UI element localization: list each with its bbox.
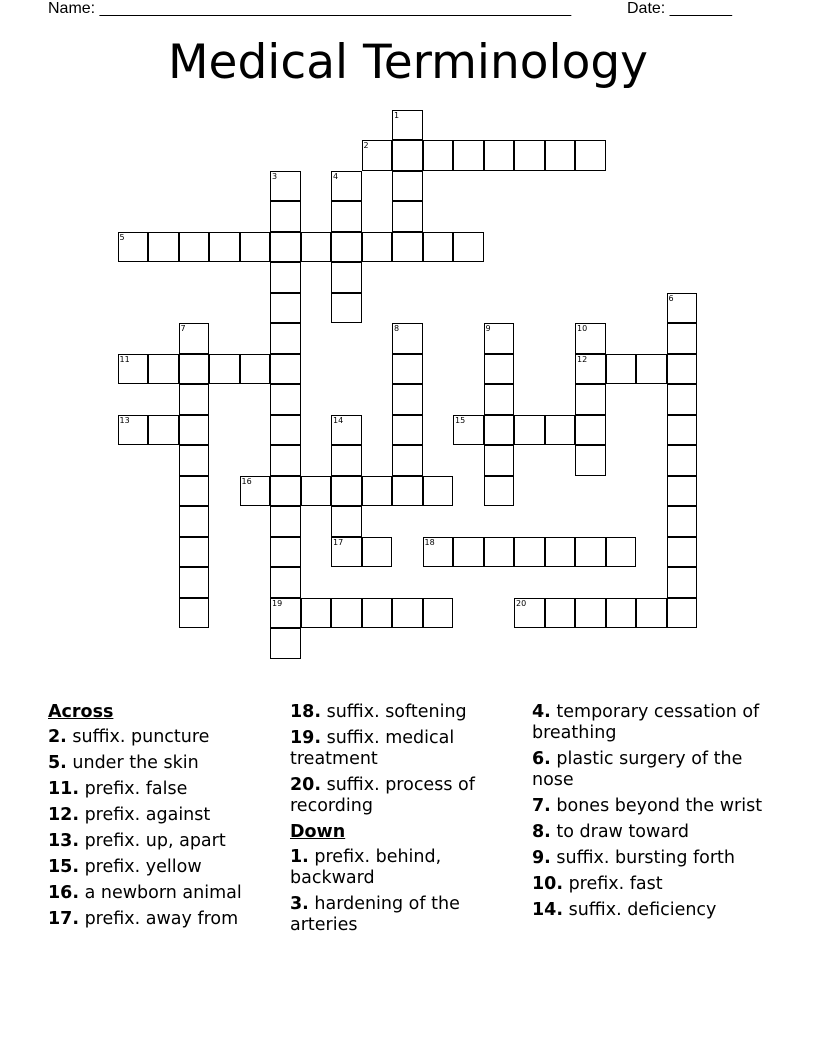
grid-cell[interactable] bbox=[545, 537, 576, 568]
clue-item bbox=[290, 894, 520, 936]
clue-item-text: prefix. yellow bbox=[79, 857, 202, 877]
grid-cell[interactable] bbox=[606, 598, 637, 629]
clue-item bbox=[290, 775, 520, 817]
grid-cell[interactable] bbox=[514, 537, 545, 568]
clue-number: 12 bbox=[577, 354, 588, 364]
grid-cell[interactable] bbox=[484, 384, 515, 415]
clue-item bbox=[532, 702, 782, 744]
grid-cell[interactable] bbox=[423, 232, 454, 263]
clue-item-number: 16. bbox=[48, 883, 80, 903]
clue-item bbox=[48, 883, 278, 904]
grid-cell[interactable] bbox=[667, 476, 698, 507]
grid-cell[interactable] bbox=[423, 598, 454, 629]
clue-item bbox=[532, 848, 782, 869]
clue-item-text: suffix. deficiency bbox=[563, 900, 717, 920]
grid-cell[interactable] bbox=[270, 567, 301, 598]
clue-item bbox=[48, 831, 278, 852]
grid-cell[interactable] bbox=[575, 354, 606, 385]
grid-cell[interactable] bbox=[179, 537, 210, 568]
grid-cell[interactable] bbox=[667, 323, 698, 354]
grid-cell[interactable] bbox=[179, 476, 210, 507]
clue-number: 2 bbox=[363, 141, 369, 150]
clue-item-text: a newborn animal bbox=[79, 883, 242, 903]
grid-cell[interactable] bbox=[392, 354, 423, 385]
clue-number: 3 bbox=[272, 171, 278, 181]
grid-cell[interactable] bbox=[423, 140, 454, 171]
grid-cell[interactable] bbox=[270, 598, 301, 629]
across-heading: Across bbox=[48, 702, 114, 722]
clue-number: 9 bbox=[485, 324, 491, 333]
grid-cell[interactable] bbox=[392, 415, 423, 446]
down-heading: Down bbox=[290, 822, 346, 842]
clues-column-1 bbox=[48, 702, 278, 935]
clue-item-text: hardening of the arteries bbox=[290, 894, 460, 935]
clue-item-number: 4. bbox=[532, 702, 551, 722]
grid-cell[interactable] bbox=[301, 598, 332, 629]
grid-cell[interactable] bbox=[331, 201, 362, 232]
grid-cell[interactable] bbox=[667, 567, 698, 598]
clue-number: 5 bbox=[119, 232, 125, 242]
clue-item bbox=[48, 727, 278, 748]
grid-cell[interactable] bbox=[606, 537, 637, 568]
clue-number: 17 bbox=[333, 537, 344, 547]
clue-item-number: 12. bbox=[48, 805, 80, 825]
grid-cell[interactable] bbox=[270, 323, 301, 354]
clue-number: 16 bbox=[241, 476, 252, 486]
grid-cell[interactable] bbox=[575, 415, 606, 446]
grid-cell[interactable] bbox=[484, 354, 515, 385]
grid-cell[interactable] bbox=[270, 171, 301, 202]
clue-item-number: 19. bbox=[290, 728, 322, 748]
clue-number: 8 bbox=[394, 324, 400, 333]
clue-item-number: 6. bbox=[532, 749, 551, 769]
clue-item bbox=[48, 909, 278, 930]
clue-item bbox=[48, 805, 278, 826]
grid-cell[interactable] bbox=[575, 445, 606, 476]
grid-cell[interactable] bbox=[270, 415, 301, 446]
clue-item-number: 7. bbox=[532, 796, 551, 816]
grid-cell[interactable] bbox=[667, 354, 698, 385]
grid-cell[interactable] bbox=[392, 140, 423, 171]
grid-cell[interactable] bbox=[484, 140, 515, 171]
clue-item bbox=[48, 857, 278, 878]
clue-item-number: 2. bbox=[48, 727, 67, 747]
grid-cell[interactable] bbox=[606, 354, 637, 385]
clue-number: 14 bbox=[333, 415, 344, 425]
grid-cell[interactable] bbox=[392, 598, 423, 629]
clue-number: 15 bbox=[455, 415, 466, 425]
clue-item-number: 17. bbox=[48, 909, 80, 929]
grid-cell[interactable] bbox=[545, 598, 576, 629]
clue-item bbox=[290, 702, 520, 723]
grid-cell[interactable] bbox=[392, 384, 423, 415]
grid-cell[interactable] bbox=[240, 354, 271, 385]
grid-cell[interactable] bbox=[453, 232, 484, 263]
clue-item-number: 5. bbox=[48, 753, 67, 773]
grid-cell[interactable] bbox=[270, 293, 301, 324]
grid-cell[interactable] bbox=[179, 232, 210, 263]
grid-cell[interactable] bbox=[667, 598, 698, 629]
grid-cell[interactable] bbox=[301, 232, 332, 263]
grid-cell[interactable] bbox=[331, 506, 362, 537]
grid-cell[interactable] bbox=[270, 628, 301, 659]
clue-item-text: prefix. up, apart bbox=[79, 831, 226, 851]
grid-cell[interactable] bbox=[270, 384, 301, 415]
clue-item bbox=[532, 900, 782, 921]
grid-cell[interactable] bbox=[179, 415, 210, 446]
grid-cell[interactable] bbox=[575, 323, 606, 354]
grid-cell[interactable] bbox=[392, 201, 423, 232]
grid-cell[interactable] bbox=[514, 598, 545, 629]
clue-item-text: suffix. puncture bbox=[66, 727, 210, 747]
grid-cell[interactable] bbox=[270, 506, 301, 537]
grid-cell[interactable] bbox=[270, 476, 301, 507]
clue-item-number: 9. bbox=[532, 848, 551, 868]
grid-cell[interactable] bbox=[331, 293, 362, 324]
grid-cell[interactable] bbox=[575, 140, 606, 171]
clue-item-text: suffix. bursting forth bbox=[550, 848, 736, 868]
clue-item-text: temporary cessation of breathing bbox=[532, 702, 760, 743]
clue-item-text: prefix. against bbox=[79, 805, 211, 825]
clue-item bbox=[532, 796, 782, 817]
clue-number: 13 bbox=[119, 415, 130, 425]
clue-item-text: prefix. fast bbox=[563, 874, 663, 894]
grid-cell[interactable] bbox=[423, 537, 454, 568]
clue-number: 10 bbox=[577, 324, 588, 333]
grid-cell[interactable] bbox=[575, 537, 606, 568]
grid-cell[interactable] bbox=[575, 384, 606, 415]
grid-cell[interactable] bbox=[667, 415, 698, 446]
grid-cell[interactable] bbox=[362, 598, 393, 629]
grid-cell[interactable] bbox=[392, 323, 423, 354]
grid-cell[interactable] bbox=[362, 537, 393, 568]
clue-item bbox=[532, 749, 782, 791]
grid-cell[interactable] bbox=[453, 537, 484, 568]
grid-cell[interactable] bbox=[484, 415, 515, 446]
grid-cell[interactable] bbox=[270, 537, 301, 568]
grid-cell[interactable] bbox=[331, 598, 362, 629]
grid-cell[interactable] bbox=[667, 293, 698, 324]
grid-cell[interactable] bbox=[484, 537, 515, 568]
grid-cell[interactable] bbox=[179, 323, 210, 354]
grid-cell[interactable] bbox=[453, 140, 484, 171]
clue-item-text: suffix. medical treatment bbox=[290, 728, 455, 769]
clue-item-text: bones beyond the wrist bbox=[550, 796, 763, 816]
grid-cell[interactable] bbox=[331, 415, 362, 446]
grid-cell[interactable] bbox=[331, 445, 362, 476]
grid-cell[interactable] bbox=[362, 476, 393, 507]
grid-cell[interactable] bbox=[484, 323, 515, 354]
clue-item bbox=[48, 753, 278, 774]
clue-item-text: suffix. softening bbox=[321, 702, 467, 722]
grid-cell[interactable] bbox=[484, 476, 515, 507]
grid-cell[interactable] bbox=[179, 445, 210, 476]
grid-cell[interactable] bbox=[667, 384, 698, 415]
clue-item-text: prefix. false bbox=[79, 779, 188, 799]
grid-cell[interactable] bbox=[514, 415, 545, 446]
grid-cell[interactable] bbox=[240, 476, 271, 507]
clue-number: 1 bbox=[394, 110, 400, 120]
grid-cell[interactable] bbox=[484, 445, 515, 476]
grid-cell[interactable] bbox=[575, 598, 606, 629]
clue-number: 18 bbox=[424, 537, 435, 547]
grid-cell[interactable] bbox=[118, 232, 149, 263]
clue-number: 4 bbox=[333, 171, 339, 181]
grid-cell[interactable] bbox=[179, 598, 210, 629]
clue-item-number: 14. bbox=[532, 900, 564, 920]
grid-cell[interactable] bbox=[148, 415, 179, 446]
clue-number: 20 bbox=[516, 598, 527, 608]
grid-cell[interactable] bbox=[179, 567, 210, 598]
grid-cell[interactable] bbox=[636, 598, 667, 629]
clues-column-3 bbox=[532, 702, 782, 926]
grid-cell[interactable] bbox=[545, 415, 576, 446]
clue-item bbox=[48, 779, 278, 800]
clue-number: 7 bbox=[180, 324, 186, 333]
clue-item-text: to draw toward bbox=[550, 822, 690, 842]
clue-item-number: 3. bbox=[290, 894, 309, 914]
clue-item bbox=[532, 822, 782, 843]
grid-cell[interactable] bbox=[667, 537, 698, 568]
clues-column-2 bbox=[290, 702, 520, 941]
grid-cell[interactable] bbox=[331, 262, 362, 293]
clue-item bbox=[532, 874, 782, 895]
grid-cell[interactable] bbox=[118, 415, 149, 446]
grid-cell[interactable] bbox=[362, 140, 393, 171]
clue-item-text: suffix. process of recording bbox=[290, 775, 475, 816]
clue-item-text: prefix. away from bbox=[79, 909, 239, 929]
grid-cell[interactable] bbox=[331, 476, 362, 507]
clue-item-text: prefix. behind, backward bbox=[290, 847, 442, 888]
clue-item-text: plastic surgery of the nose bbox=[532, 749, 743, 790]
grid-cell[interactable] bbox=[545, 140, 576, 171]
clue-item-number: 18. bbox=[290, 702, 322, 722]
grid-cell[interactable] bbox=[270, 354, 301, 385]
clue-item bbox=[290, 847, 520, 889]
grid-cell[interactable] bbox=[636, 354, 667, 385]
grid-cell[interactable] bbox=[423, 476, 454, 507]
grid-cell[interactable] bbox=[148, 232, 179, 263]
grid-cell[interactable] bbox=[331, 537, 362, 568]
clue-item-number: 20. bbox=[290, 775, 322, 795]
grid-cell[interactable] bbox=[392, 232, 423, 263]
grid-cell[interactable] bbox=[240, 232, 271, 263]
grid-cell[interactable] bbox=[179, 354, 210, 385]
grid-cell[interactable] bbox=[270, 262, 301, 293]
grid-cell[interactable] bbox=[331, 232, 362, 263]
clue-item-number: 8. bbox=[532, 822, 551, 842]
clue-item bbox=[290, 728, 520, 770]
grid-cell[interactable] bbox=[392, 476, 423, 507]
name-field[interactable]: Name: _____________________________________________________ bbox=[48, 0, 572, 17]
page-title: Medical Terminology bbox=[168, 35, 648, 90]
date-field[interactable]: Date: _______ bbox=[627, 0, 732, 17]
grid-cell[interactable] bbox=[270, 201, 301, 232]
clue-number: 6 bbox=[668, 293, 674, 303]
clue-number: 19 bbox=[272, 598, 283, 608]
clue-item-text: under the skin bbox=[66, 753, 199, 773]
grid-cell[interactable] bbox=[209, 232, 240, 263]
grid-cell[interactable] bbox=[514, 140, 545, 171]
clue-item-number: 10. bbox=[532, 874, 564, 894]
grid-cell[interactable] bbox=[179, 384, 210, 415]
grid-cell[interactable] bbox=[270, 445, 301, 476]
grid-cell[interactable] bbox=[179, 506, 210, 537]
grid-cell[interactable] bbox=[667, 445, 698, 476]
clue-item-number: 11. bbox=[48, 779, 80, 799]
grid-cell[interactable] bbox=[118, 354, 149, 385]
grid-cell[interactable] bbox=[362, 232, 393, 263]
grid-cell[interactable] bbox=[148, 354, 179, 385]
grid-cell[interactable] bbox=[453, 415, 484, 446]
grid-cell[interactable] bbox=[301, 476, 332, 507]
grid-cell[interactable] bbox=[667, 506, 698, 537]
grid-cell[interactable] bbox=[331, 171, 362, 202]
clue-item-number: 15. bbox=[48, 857, 80, 877]
grid-cell[interactable] bbox=[392, 171, 423, 202]
grid-cell[interactable] bbox=[392, 110, 423, 141]
clue-item-number: 1. bbox=[290, 847, 309, 867]
clue-number: 11 bbox=[119, 354, 130, 364]
grid-cell[interactable] bbox=[392, 445, 423, 476]
clue-item-number: 13. bbox=[48, 831, 80, 851]
grid-cell[interactable] bbox=[270, 232, 301, 263]
grid-cell[interactable] bbox=[209, 354, 240, 385]
